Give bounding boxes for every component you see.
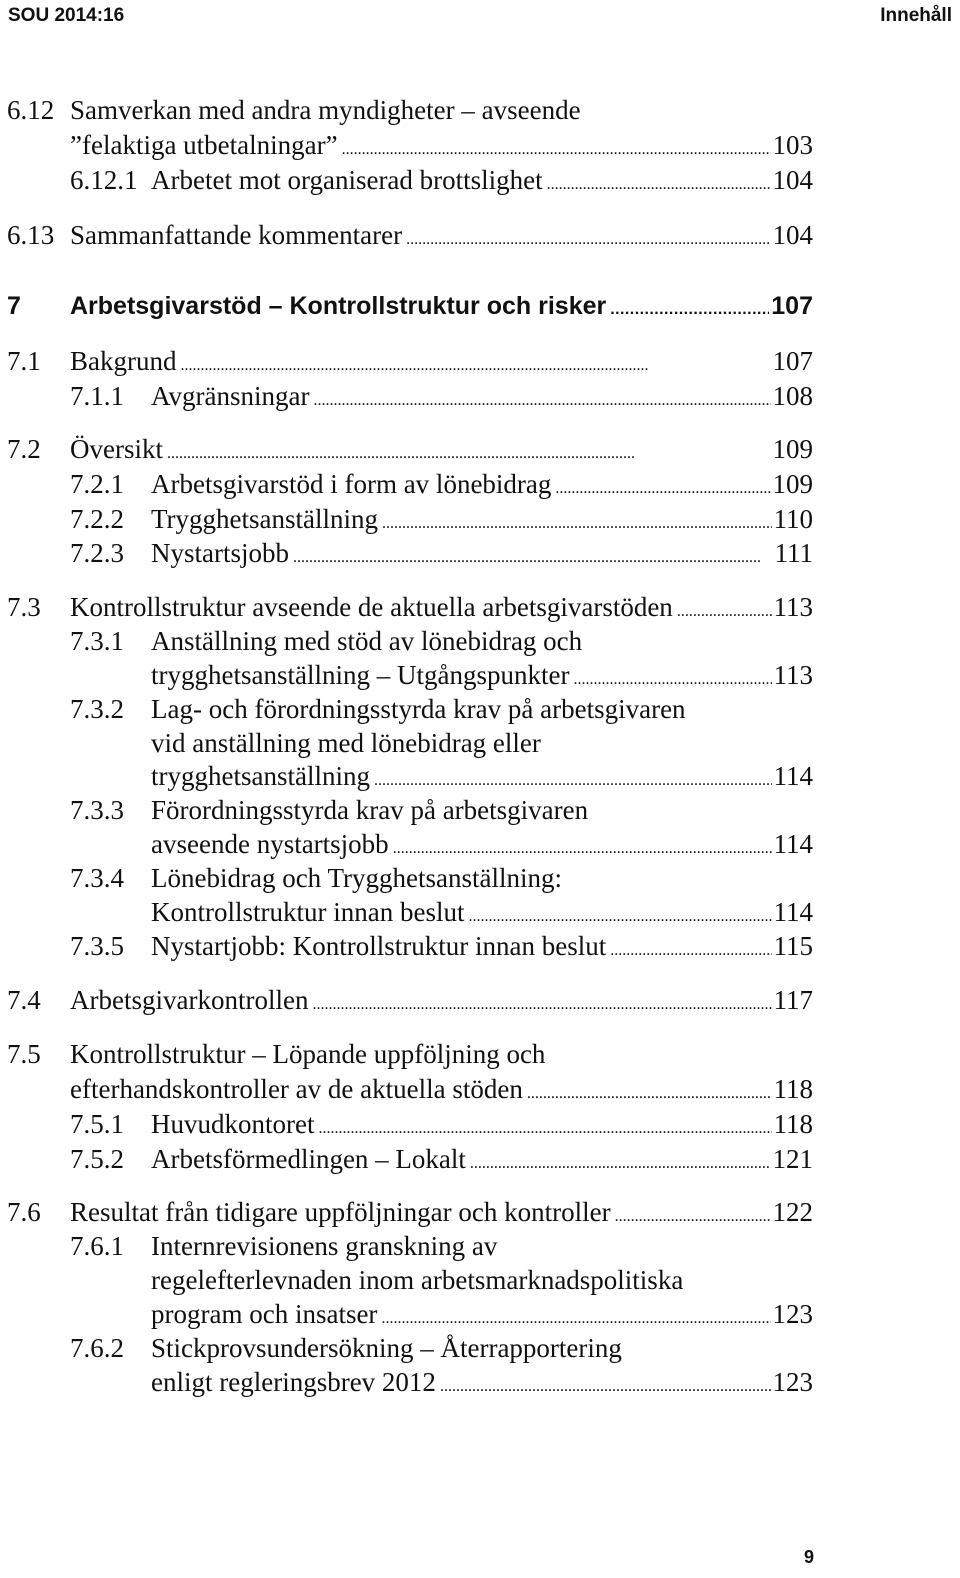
toc-page: 108 (772, 381, 813, 411)
toc-title: Arbetsförmedlingen – Lokalt (151, 1144, 466, 1174)
toc-page: 110 (773, 504, 813, 534)
toc-title: Bakgrund (70, 346, 177, 376)
toc-chapter-entry[interactable] (7, 289, 813, 323)
dot-leader (313, 384, 770, 418)
toc-title: Anställning med stöd av lönebidrag och (151, 626, 583, 656)
toc-entry[interactable] (70, 1229, 813, 1263)
toc-title: Sammanfattande kommentarer (70, 220, 403, 250)
toc-entry[interactable] (7, 218, 813, 252)
toc-title: Lönebidrag och Trygghetsanställning: (151, 863, 562, 893)
toc-page: 107 (772, 346, 813, 376)
toc-entry-continuation[interactable] (151, 827, 813, 861)
toc-title: Lag- och förordningsstyrda krav på arbetsgivaren (151, 694, 686, 724)
dot-leader (180, 349, 770, 383)
toc-title: regelefterlevnaden inom arbetsmarknadspolitiska (151, 1265, 684, 1295)
dot-leader (293, 541, 773, 575)
toc-entry[interactable] (7, 590, 813, 624)
toc-number: 7.4 (7, 985, 41, 1015)
toc-entry-continuation[interactable] (70, 128, 813, 162)
toc-entry[interactable] (70, 379, 813, 413)
toc-page: 107 (771, 292, 813, 320)
toc-entry-continuation[interactable] (151, 658, 813, 692)
toc-page: 123 (772, 1299, 813, 1329)
toc-title: enligt regleringsbrev 2012 (151, 1367, 436, 1397)
toc-number: 7.3 (7, 592, 41, 622)
toc-title: Kontrollstruktur avseende de aktuella arbetsgivarstöden (70, 592, 673, 622)
toc-title: trygghetsanställning (151, 761, 370, 791)
toc-number: 7.5.2 (70, 1144, 124, 1174)
page-number: 9 (803, 1547, 814, 1567)
toc-title: Avgränsningar (151, 381, 310, 411)
dot-leader (312, 988, 771, 1022)
toc-number: 7.1.1 (70, 381, 124, 411)
toc-entry[interactable] (70, 1331, 813, 1365)
toc-page: 114 (773, 897, 813, 927)
toc-entry-continuation[interactable] (151, 759, 813, 793)
toc-page: 104 (772, 165, 813, 195)
toc-page: 111 (774, 538, 813, 568)
toc-page: 123 (772, 1367, 813, 1397)
toc-title: Internrevisionens granskning av (151, 1231, 498, 1261)
toc-page: 114 (773, 829, 813, 859)
toc-number: 7.5.1 (70, 1109, 124, 1139)
toc-entry[interactable] (70, 692, 813, 726)
toc-number: 6.12.1 (70, 165, 138, 195)
toc-page: 121 (772, 1144, 813, 1174)
toc-entry[interactable] (70, 624, 813, 658)
toc-number: 7.6.1 (70, 1231, 124, 1261)
toc-page: 117 (773, 985, 813, 1015)
toc-title: Förordningsstyrda krav på arbetsgivaren (151, 795, 589, 825)
toc-title: Nystartjobb: Kontrollstruktur innan beslut (151, 931, 607, 961)
toc-title: Kontrollstruktur innan beslut (151, 897, 465, 927)
toc-entry[interactable] (7, 344, 813, 378)
toc-title: Trygghetsanställning (151, 504, 379, 534)
toc-entry[interactable] (70, 793, 813, 827)
dot-leader (610, 934, 771, 968)
dot-leader (406, 223, 770, 257)
toc-entry[interactable] (70, 929, 813, 963)
toc-page: 122 (772, 1197, 813, 1227)
toc-number: 6.12 (7, 95, 55, 125)
toc-entry-continuation[interactable] (70, 1072, 813, 1106)
toc-entry[interactable] (70, 1142, 813, 1176)
toc-page: 115 (773, 931, 813, 961)
dot-leader (555, 472, 770, 506)
toc-title: Arbetsgivarstöd i form av lönebidrag (151, 469, 552, 499)
toc-entry[interactable] (70, 502, 813, 536)
toc-entry[interactable] (7, 432, 813, 466)
toc-entry[interactable] (7, 983, 813, 1017)
toc-title: Nystartsjobb (151, 538, 289, 568)
toc-page: 109 (772, 434, 813, 464)
toc-number: 7.6.2 (70, 1333, 124, 1363)
toc-number: 7.3.3 (70, 795, 124, 825)
toc-number: 6.13 (7, 220, 55, 250)
toc-entry[interactable] (70, 861, 813, 895)
toc-number: 7.3.2 (70, 694, 124, 724)
toc-page: 109 (772, 469, 813, 499)
toc-page: 113 (773, 660, 813, 690)
toc-number: 7.3.4 (70, 863, 124, 893)
toc-number: 7.3.5 (70, 931, 124, 961)
toc-number: 7.3.1 (70, 626, 124, 656)
toc-entry[interactable] (70, 163, 813, 197)
toc-title: ”felaktiga utbetalningar” (70, 130, 338, 160)
toc-entry[interactable] (7, 1037, 813, 1071)
toc-entry-continuation[interactable] (151, 895, 813, 929)
toc-number: 7.2.2 (70, 504, 124, 534)
toc-title: Arbetsgivarstöd – Kontrollstruktur och risker (70, 292, 607, 320)
toc-title: vid anställning med lönebidrag eller (151, 728, 541, 758)
toc-number: 7.2.1 (70, 469, 124, 499)
toc-entry-continuation[interactable] (151, 726, 813, 760)
toc-number: 7.5 (7, 1039, 41, 1069)
dot-leader (167, 437, 771, 471)
toc-title: program och insatser (151, 1299, 378, 1329)
dot-leader (440, 1370, 771, 1404)
toc-number: 7.1 (7, 346, 41, 376)
toc-title: Kontrollstruktur – Löpande uppföljning och (70, 1039, 546, 1069)
toc-page: 103 (772, 130, 813, 160)
toc-number: 7.6 (7, 1197, 41, 1227)
toc-entry[interactable] (7, 93, 813, 127)
toc-title: Översikt (70, 434, 163, 464)
toc-title: Huvudkontoret (151, 1109, 315, 1139)
dot-leader (470, 1147, 771, 1181)
toc-page: 104 (772, 220, 813, 250)
toc-number: 7 (7, 292, 21, 320)
toc-title: Stickprovsundersökning – Återrapportering (151, 1333, 622, 1363)
toc-entry-continuation[interactable] (151, 1297, 813, 1331)
dot-leader (527, 1077, 772, 1111)
toc-title: trygghetsanställning – Utgångspunkter (151, 660, 570, 690)
toc-page: 113 (773, 592, 813, 622)
dot-leader (318, 1112, 771, 1146)
toc-title: avseende nystartsjobb (151, 829, 389, 859)
dot-leader (547, 168, 771, 202)
toc-entry-continuation[interactable] (151, 1365, 813, 1399)
running-header-right: Innehåll (880, 5, 952, 26)
running-header-left: SOU 2014:16 (8, 5, 125, 26)
toc-page: 118 (773, 1109, 813, 1139)
toc-page: 118 (773, 1074, 813, 1104)
toc-title: Samverkan med andra myndigheter – avseende (70, 95, 581, 125)
toc-title: Arbetet mot organiserad brottslighet (151, 165, 543, 195)
dot-leader (342, 133, 771, 167)
toc-page: 114 (773, 761, 813, 791)
toc-title: efterhandskontroller av de aktuella stöden (70, 1074, 523, 1104)
toc-number: 7.2.3 (70, 538, 124, 568)
toc-number: 7.2 (7, 434, 41, 464)
toc-entry[interactable] (7, 1195, 813, 1229)
toc-title: Resultat från tidigare uppföljningar och kontroller (70, 1197, 611, 1227)
dot-leader (610, 293, 769, 327)
toc-entry-continuation[interactable] (151, 1263, 813, 1297)
toc-entry[interactable] (70, 467, 813, 501)
toc-title: Arbetsgivarkontrollen (70, 985, 309, 1015)
toc-entry[interactable] (70, 1107, 813, 1141)
toc-entry[interactable] (70, 536, 813, 570)
